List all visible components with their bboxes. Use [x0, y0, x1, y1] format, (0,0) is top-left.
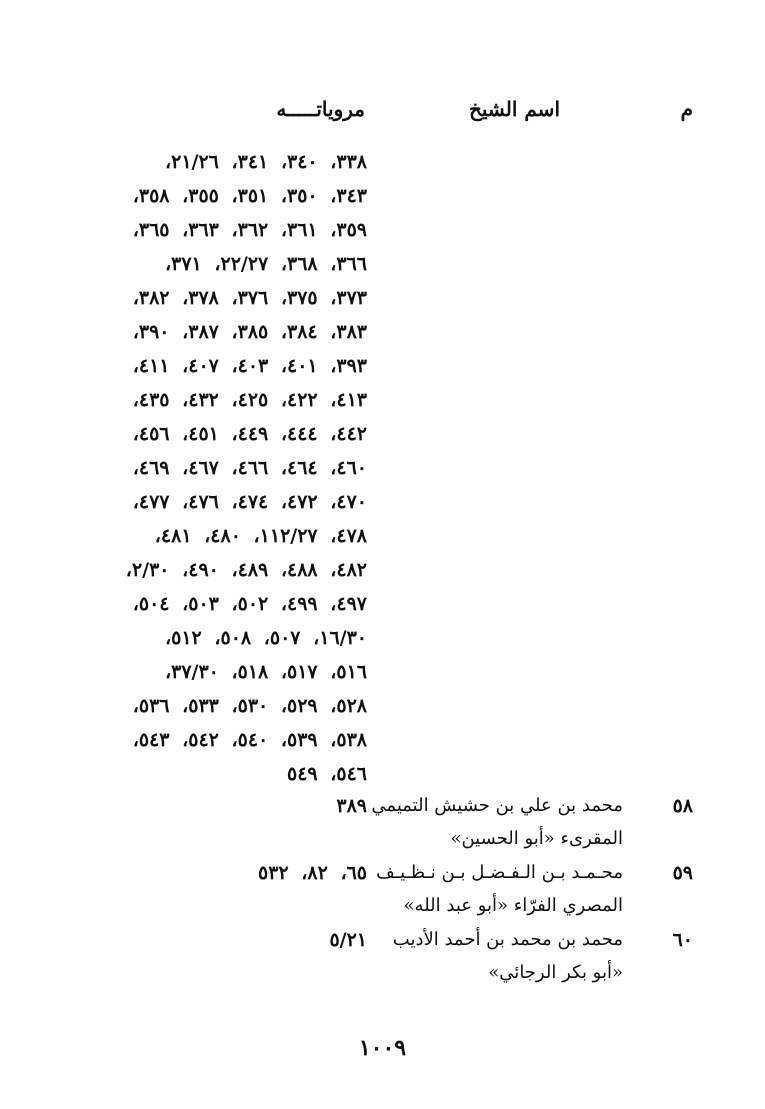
- entry-riwayat: ٦٥، ٨٢، ٥٣٢: [258, 862, 367, 884]
- riwayat-line: ٤١٣، ٤٢٢، ٤٢٥، ٤٣٢، ٤٣٥،: [132, 389, 367, 411]
- riwayat-line: ٣٣٨، ٣٤٠، ٣٤١، ٢١/٢٦،: [164, 151, 367, 173]
- riwayat-line: ٣٧٣، ٣٧٥، ٣٧٦، ٣٧٨، ٣٨٢،: [132, 287, 367, 309]
- riwayat-line: ٥٤٦، ٥٤٩: [287, 763, 367, 785]
- sheikh-entry-59: [0, 856, 765, 926]
- riwayat-line: ٣٦٦، ٣٦٨، ٢٢/٢٧، ٣٧١،: [164, 253, 367, 275]
- riwayat-continuation-block: [67, 145, 367, 791]
- header-number-column: م: [680, 97, 693, 121]
- header-riwayat-column: مروياتـــــه: [276, 97, 365, 121]
- riwayat-line: ١٦/٣٠، ٥٠٧، ٥٠٨، ٥١٢،: [164, 627, 367, 649]
- entry-number: ٥٨: [672, 795, 693, 817]
- sheikh-name-line: المصري الفرّاء «أبو عبد الله»: [403, 895, 623, 916]
- sheikh-name-line: «أبو بكر الرجائي»: [488, 962, 623, 983]
- sheikh-entry-58: [0, 789, 765, 859]
- riwayat-line: ٥١٦، ٥١٧، ٥١٨، ٣٧/٣٠،: [164, 661, 367, 683]
- riwayat-line: ٣٩٣، ٤٠١، ٤٠٣، ٤٠٧، ٤١١،: [132, 355, 367, 377]
- riwayat-line: ٤٤٢، ٤٤٤، ٤٤٩، ٤٥١، ٤٥٦،: [132, 423, 367, 445]
- header-sheikh-name-column: اسم الشيخ: [468, 97, 560, 121]
- entry-riwayat: ٣٨٩: [336, 795, 367, 817]
- sheikh-name-line: محمد بن علي بن حشيش التميمي: [371, 795, 623, 816]
- sheikh-name: [373, 789, 623, 855]
- riwayat-line: ٤٧٠، ٤٧٢، ٤٧٤، ٤٧٦، ٤٧٧،: [132, 491, 367, 513]
- riwayat-line: ٤٧٨، ١١٢/٢٧، ٤٨٠، ٤٨١،: [154, 525, 367, 547]
- riwayat-line: ٥٢٨، ٥٢٩، ٥٣٠، ٥٣٣، ٥٣٦،: [132, 695, 367, 717]
- riwayat-line: ٤٩٧، ٤٩٩، ٥٠٢، ٥٠٣، ٥٠٤،: [132, 593, 367, 615]
- page-number: ١٠٠٩: [358, 1035, 407, 1061]
- sheikh-name-line: محـمـد بـن الـفـضـل بـن نـظـيـف: [376, 862, 623, 883]
- sheikh-name: [373, 856, 623, 922]
- entry-number: ٦٠: [672, 929, 693, 951]
- sheikh-name-line: المقرىء «أبو الحسين»: [450, 828, 623, 849]
- riwayat-line: ٣٨٣، ٣٨٤، ٣٨٥، ٣٨٧، ٣٩٠،: [132, 321, 367, 343]
- entry-riwayat: ٥/٢١: [329, 929, 367, 951]
- riwayat-line: ٣٤٣، ٣٥٠، ٣٥١، ٣٥٥، ٣٥٨،: [132, 185, 367, 207]
- sheikh-name: [373, 923, 623, 989]
- sheikh-name-line: محمد بن محمد بن أحمد الأديب: [392, 929, 623, 950]
- entry-number: ٥٩: [672, 862, 693, 884]
- riwayat-line: ٣٥٩، ٣٦١، ٣٦٢، ٣٦٣، ٣٦٥،: [132, 219, 367, 241]
- sheikh-entry-60: [0, 923, 765, 993]
- riwayat-line: ٥٣٨، ٥٣٩، ٥٤٠، ٥٤٢، ٥٤٣،: [132, 729, 367, 751]
- riwayat-line: ٤٨٢، ٤٨٨، ٤٨٩، ٤٩٠، ٢/٣٠،: [125, 559, 367, 581]
- riwayat-line: ٤٦٠، ٤٦٤، ٤٦٦، ٤٦٧، ٤٦٩،: [132, 457, 367, 479]
